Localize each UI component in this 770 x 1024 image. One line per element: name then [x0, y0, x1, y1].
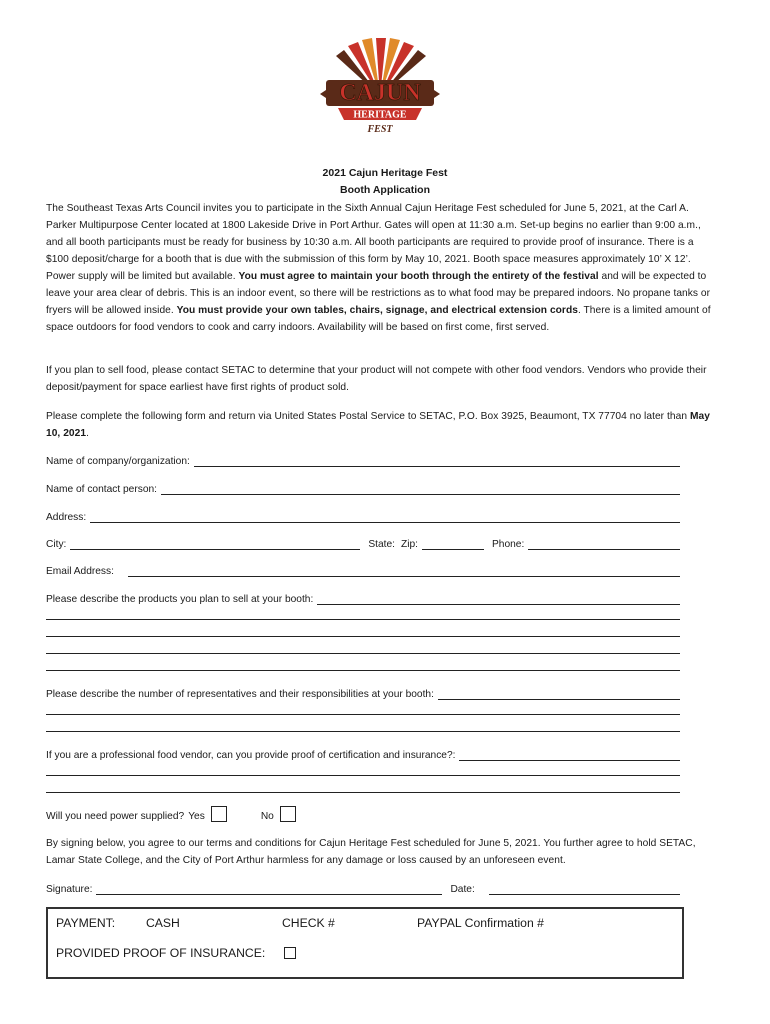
signature-input[interactable] — [96, 881, 442, 895]
vendor-certification-input[interactable] — [459, 747, 680, 761]
page-subtitle: Booth Application — [339, 184, 430, 196]
state-label: State: — [368, 539, 395, 550]
intro-text: The Southeast Texas Arts Council invites you to participate in the Sixth Annual Cajun Heritage Fest scheduled for June 5, 2021, at the Carl A. Parker Multipurpose Center located at 1800 Lakeside Drive in Port Arthur. Gates will open at 11:30 a.m. Set-up begins no earlier than 9:00 a.m., and all booth participants must be ready for business by 10:30 a.m. All booth participants are required to provide proof of insurance. There is a $100 deposit/charge for a booth that is due with the submission of this form by May 10, 2021. Booth space measures approximately 10’ X 12’. Power supply will be limited but available. — [46, 203, 701, 282]
return-instructions-paragraph — [46, 408, 718, 442]
intro-text-end: . There is a limited amount of space outdoors for food vendors to cook and carry indoors. Availability will be based on first come, first served. — [46, 305, 711, 333]
power-no-checkbox[interactable] — [280, 806, 296, 822]
logo-word-cajun: CAJUN — [339, 80, 421, 106]
power-yes-label: Yes — [188, 811, 205, 822]
logo-word-heritage: HERITAGE — [353, 109, 407, 121]
date-label: Date: — [450, 884, 475, 895]
email-input[interactable] — [128, 563, 680, 577]
payment-cash-option[interactable]: CASH — [146, 916, 180, 930]
contact-field — [46, 479, 680, 495]
products-line-3[interactable] — [46, 636, 680, 637]
payment-paypal-option[interactable]: PAYPAL Confirmation # — [417, 916, 544, 930]
intro-bold-equipment-rule: You must provide your own tables, chairs, signage, and electrical extension cords — [176, 305, 578, 316]
email-field — [46, 561, 680, 577]
representatives-line-3[interactable] — [46, 731, 680, 732]
payment-check-option[interactable]: CHECK # — [282, 916, 335, 930]
payment-box — [46, 907, 684, 979]
products-line-5[interactable] — [46, 670, 680, 671]
logo-word-fest: FEST — [367, 124, 393, 135]
payment-label: PAYMENT: — [56, 916, 116, 930]
intro-text-restrictions: and will be expected to leave your area clear of debris. This is an indoor event, so there will be restrictions as to what food may be prepared indoors. No propane tanks or fryers will be allowed inside. — [46, 271, 711, 316]
page-title: 2021 Cajun Heritage Fest — [322, 167, 448, 179]
deadline-date: May 10, 2021 — [46, 411, 710, 439]
insurance-proof-label: PROVIDED PROOF OF INSURANCE: — [56, 946, 266, 960]
products-field — [46, 589, 680, 605]
address-label: Address: — [46, 512, 87, 523]
power-yes-checkbox[interactable] — [211, 806, 227, 822]
return-text-end: . — [86, 428, 89, 439]
company-input[interactable] — [194, 453, 680, 467]
intro-bold-booth-rule: You must agree to maintain your booth through the entirety of the festival — [238, 271, 599, 282]
representatives-label: Please describe the number of representatives and their responsibilities at your booth: — [46, 689, 434, 700]
insurance-proof-checkbox[interactable] — [284, 947, 296, 959]
address-field — [46, 507, 680, 523]
products-label: Please describe the products you plan to sell at your booth: — [46, 594, 314, 605]
power-question-label: Will you need power supplied? — [46, 811, 185, 822]
phone-input[interactable] — [528, 536, 680, 550]
vendor-certification-line-3[interactable] — [46, 792, 680, 793]
contact-input[interactable] — [161, 481, 680, 495]
agreement-paragraph: By signing below, you agree to our terms and conditions for Cajun Heritage Fest scheduled for June 5, 2021. You further agree to hold SETAC, Lamar State College, and the City of Port Arthur harmless for any damage or loss caused by an unforeseen event. — [46, 838, 696, 866]
signature-label: Signature: — [46, 884, 93, 895]
power-question-row — [46, 806, 680, 822]
vendor-certification-label: If you are a professional food vendor, can you provide proof of certification and insurance?: — [46, 750, 456, 761]
products-line-2[interactable] — [46, 619, 680, 620]
email-label: Email Address: — [46, 566, 114, 577]
intro-paragraph — [46, 200, 718, 336]
company-field — [46, 451, 680, 467]
city-input[interactable] — [70, 536, 360, 550]
signature-row — [46, 879, 680, 895]
zip-label: Zip: — [401, 539, 418, 550]
products-line-4[interactable] — [46, 653, 680, 654]
date-input[interactable] — [489, 881, 680, 895]
return-text: Please complete the following form and return via United States Postal Service to SETAC, P.O. Box 3925, Beaumont, TX 77704 no later than — [46, 411, 688, 422]
cajun-heritage-fest-logo — [318, 38, 442, 140]
representatives-field — [46, 684, 680, 700]
address-input[interactable] — [90, 509, 680, 523]
phone-label: Phone: — [491, 539, 525, 550]
contact-label: Name of contact person: — [46, 484, 157, 495]
vendor-certification-line-2[interactable] — [46, 775, 680, 776]
zip-input[interactable] — [422, 536, 484, 550]
food-vendor-paragraph: If you plan to sell food, please contact SETAC to determine that your product will not compete with other food vendors. Vendors who provide their deposit/payment for space earliest have first rights of product sold. — [46, 365, 707, 393]
vendor-certification-field — [46, 745, 680, 761]
products-input[interactable] — [317, 591, 680, 605]
representatives-line-2[interactable] — [46, 714, 680, 715]
power-no-label: No — [260, 811, 274, 822]
company-label: Name of company/organization: — [46, 456, 190, 467]
city-state-zip-phone-row — [46, 534, 680, 550]
representatives-input[interactable] — [438, 686, 680, 700]
city-label: City: — [46, 539, 67, 550]
